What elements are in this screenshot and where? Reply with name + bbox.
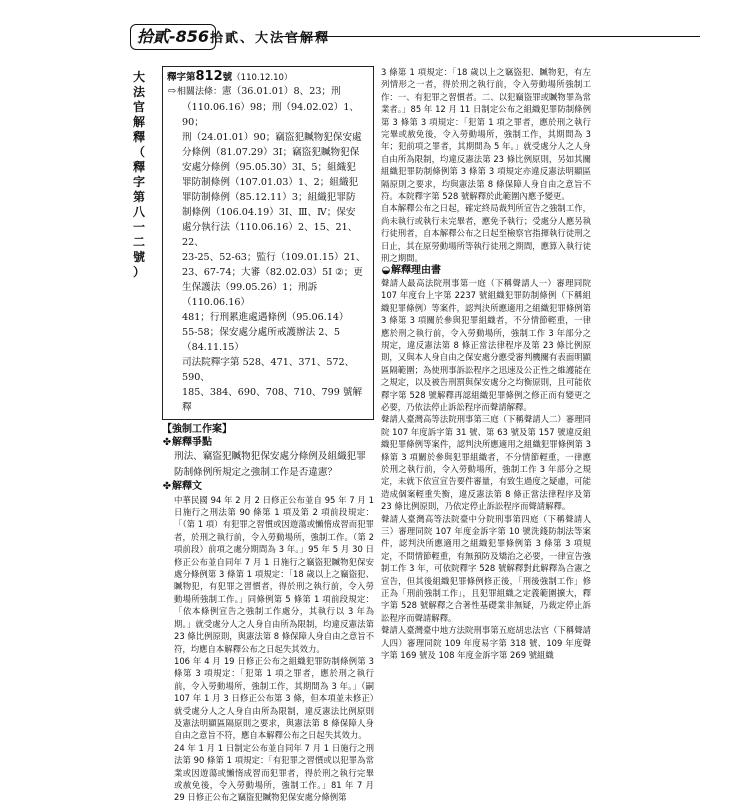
bullet-icon: ✤ <box>162 481 172 493</box>
side-label-char: 一 <box>132 220 145 234</box>
law-line: 481；行刑累進處遇條例（95.06.14） <box>182 312 349 324</box>
page-header <box>130 24 700 50</box>
left-column <box>162 66 374 804</box>
ref-line: 司法院釋字第 528、471、371、572、590、 <box>182 357 355 384</box>
law-line: 23-25、52-63；監行（109.01.15）21、 <box>182 252 366 264</box>
ruling-number: 釋字第812號（110.12.10） <box>167 69 293 84</box>
paragraph: 106 年 4 月 19 日修正公布之組織犯罪防制條例第 3 條第 3 項規定：「犯第 1 項之罪者，應於刑之執行前，令入勞動場所，強制工作，其期間為 3 年。」（嗣 107 年 1 月 3 日修正公布第 3 條，但本項並未修正）就受處分人之人身自由所為限制，違反憲法比例原則及憲法明顯區隔原則之要求，與憲法第 8 條保障人身自由之意旨不符，應自本解釋公布之日起失其效力。 <box>174 655 374 741</box>
issue-text: 刑法、竊盜犯贓物犯保安處分條例及組織犯罪防制條例所規定之強制工作是否違憲？ <box>174 451 366 479</box>
side-label-char: 解 <box>132 115 145 129</box>
interpretation-heading: ✤解釋文 <box>162 481 202 493</box>
side-label-char: 法 <box>132 85 145 99</box>
law-line: 生保護法（99.05.26）1；刑訴（110.06.16） <box>182 282 318 309</box>
law-line: 刑（24.01.01）90；竊盜犯贓物犯保安處 <box>182 132 362 144</box>
paragraph: 自本解釋公布之日起，確定終局裁判所宣告之強制工作，尚未執行或執行未完畢者，應免予執行；受處分人應另執行徒刑者，自本解釋公布之日起至檢察官指揮執行徒刑之日止，其在原勞動場所等執行徒刑之期間，應算入執行徒刑之期間。 <box>381 203 591 264</box>
page-number: 拾貳-856 <box>130 24 216 50</box>
ruling-info-box <box>162 66 374 420</box>
half-circle-icon: ◒ <box>381 264 391 276</box>
side-label-char: 第 <box>132 190 145 204</box>
law-line: 罪防制條例（107.01.03）1、2；組織犯 <box>182 177 359 189</box>
case-tag: 【強制工作案】 <box>162 424 232 436</box>
issue-heading: ✤解釋爭點 <box>162 436 212 448</box>
law-line: （84.11.15） <box>182 342 244 354</box>
law-line: 安處分條例（95.05.30）3I、5；組織犯 <box>182 162 356 174</box>
side-label-char: 號 <box>132 250 145 264</box>
side-label-char: （ <box>132 145 145 159</box>
bullet-icon: ✤ <box>162 436 172 448</box>
side-label-char: ） <box>132 265 145 279</box>
right-column <box>381 66 591 662</box>
related-laws: ⇨相關法條：憲（36.01.01）8、23；刑 （110.06.16）98；刑（94.02.02）1、90； 刑（24.01.01）90；竊盜犯贓物犯保安處 分條例（81.07.29）3I；竊盜犯贓物犯保 安處分條例（95.05.30）3I、5；組織犯 罪防制條例（107.01.03）1、2；組織犯 罪防制條例（85.12.11）3；組織犯罪防 制條例（106.04.19）3I、Ⅲ、Ⅳ；保安 處分執行法（110.06.16）2、15、21、22、 23-25、52-63；監行（109.01.15）21、 23、67-74；大審（82.02.03）5I ②；更 生保護法（99.05.26）1；刑訴（110.06.16） 481；行刑累進處遇條例（95.06.14） 55-58；保安處分處所戒護辦法 2、5 （84.11.15） <box>167 84 369 355</box>
law-line: （110.06.16）98；刑（94.02.02）1、90； <box>182 102 360 129</box>
paragraph: 3 條第 1 項規定：「18 歲以上之竊盜犯、贓物犯，有左列情形之一者，得於刑之執行前，令入勞動場所強制工作：一、有犯罪之習慣者。二、以犯竊盜罪或贓物罪為常業者。」85 年 12 月 11 日制定公布之組織犯罪防制條例第 3 條第 3 項規定：「犯第 1 項之罪者，應於刑之執行完畢或赦免後，令入勞動場所，強制工作，其期間為 3 年；犯前項之罪者，其期間為 5 年。」就受處分人之人身自由所為限制，均違反憲法第 23 條比例原則，另如其關組織犯罪防制條例第 3 條第 3 項規定亦違反憲法明顯區隔原則之要求，均與憲法第 8 條保障人身自由之意旨不符。本院釋字第 528 號解釋於此範圍內應予變更。 <box>381 67 591 202</box>
reason-heading: ◒解釋理由書 <box>381 264 441 276</box>
chapter-title: 拾貳、大法官解釋 <box>210 31 331 46</box>
side-label-char: 八 <box>132 205 145 219</box>
side-label-char: 釋 <box>132 130 145 144</box>
law-line: 23、67-74；大審（82.02.03）5I ②；更 <box>182 267 363 279</box>
paragraph: 24 年 1 月 1 日制定公布並自同年 7 月 1 日施行之刑法第 90 條第 1 項規定：「有犯罪之習慣或以犯罪為常業或因遊蕩或懶惰成習而犯罪者，得於刑之執行完畢或赦免後，令入勞動場所，強制工作。」81 年 7 月 29 日修正公布之竊盜犯贓物犯保安處分條例第 <box>174 742 374 803</box>
law-line: 制條例（106.04.19）3I、Ⅲ、Ⅳ；保安 <box>182 207 356 219</box>
side-section-label <box>130 70 148 280</box>
paragraph: 中華民國 94 年 2 月 2 日修正公布並自 95 年 7 月 1 日施行之刑法第 90 條第 1 項及第 2 項前段規定：「（第 1 項）有犯罪之習慣或因遊蕩或懶惰成習而犯罪者，於刑之執行前，令入勞動場所，強制工作。（第 2 項前段）前項之處分期間為 3 年。」95 年 5 月 30 日修正公布並自同年 7 月 1 日施行之竊盜犯贓物犯保安處分條例第 3 條第 1 項規定：「18 歲以上之竊盜犯、贓物犯，有犯罪之習慣者，得於刑之執行前，令入勞動場所強制工作。」同條例第 5 條第 1 項前段規定：「依本條例宣告之強制工作處分，其執行以 3 年為期。」就受處分人之人身自由所為限制，均違反憲法第 23 條比例原則，與憲法第 8 條保障人身自由之意旨不符，均應自本解釋公布之日起失其效力。 <box>174 494 374 654</box>
side-label-char: 字 <box>132 175 145 189</box>
paragraph: 聲請人臺灣高等法院刑事第三庭（下稱聲請人二）審理同院 107 年度訴字第 31 號、第 63 號及第 157 號違反組織犯罪條例等案件，認判決所應適用之組織犯罪條例第 3 條第 3 項關於參與犯罪組織者，不分情節輕重，一律應於刑之執行前，令入勞動場所，強制工作 3 年部分之規定，未就下依宣宣告要件審量，有致生過度之疑慮，可能造成個案輕重失衡，違反憲法第 8 條正當法律程序及第 23 條比例原則，乃依定停止訴訟程序而聲請解釋。 <box>381 414 591 512</box>
header-rule <box>280 36 700 37</box>
related-interpretations <box>167 355 369 415</box>
side-label-char: 二 <box>132 235 145 249</box>
law-line: 55-58；保安處分處所戒護辦法 2、5 <box>182 327 341 339</box>
law-line: 處分執行法（110.06.16）2、15、21、22、 <box>182 222 358 249</box>
side-label-char: 官 <box>132 100 145 114</box>
side-label-char: 釋 <box>132 160 145 174</box>
law-line: 分條例（81.07.29）3I；竊盜犯贓物犯保 <box>182 147 360 159</box>
side-label-char: 大 <box>132 70 145 84</box>
paragraph: 聲請人最高法院刑事第一庭（下稱聲請人一）審理同院 107 年度台上字第 2237 號組織犯罪防制條例（下稱組織犯罪條例）等案件，認判決所應適用之組織犯罪條例第 3 條第 3 項關於參與犯罪組織者，不分情節輕重，一律應於刑之執行前，令入勞動場所，強制工作 3 年部分之規定，違反憲法第 8 條正當法律程序及第 23 條比例原則，又與本人身自由之保安處分應受審判機關有表面明顯區隔範圍；為使刑事訴訟程序之迅速及公正性之維護能在之規定，以及被告刑罰與保安處分之均衡原則，且可能依釋字第 528 號解釋再認組織犯罪條例之修正而有變更之必要，乃依法停止訴訟程序而聲請解釋。 <box>381 277 591 412</box>
arrow-icon: ⇨ <box>167 86 177 98</box>
paragraph: 聲請人臺灣臺中地方法院刑事第五庭胡忠法官（下稱聲請人四）審理同院 109 年度易字第 318 號、109 年度聲字第 169 號及 108 年度金訴字第 269 號組織 <box>381 625 591 661</box>
paragraph: 聲請人臺灣高等法院臺中分院刑事第四庭（下稱聲請人三）審理同院 107 年度金訴字第 10 號洗錢防制法等案件，認判決所應適用之組織犯罪條例第 3 條第 3 項規定，不問情節輕重，有無預防及矯治之必要，一律宣告強制工作 3 年，可依院釋字 528 號解釋對此解釋為合憲之宣告，但其後組織犯罪條例修正後，「刑後強制工作」修正為「刑前強制工作」，且犯罪組織之定義範圍擴大，釋字第 528 號解釋之合著性基礎業非無疑，乃裁定停止訴訟程序而聲請解釋。 <box>381 513 591 623</box>
law-line: 罪防制條例（85.12.11）3；組織犯罪防 <box>182 192 356 204</box>
ref-line: 185、384、690、708、710、799 號解釋 <box>182 387 363 414</box>
